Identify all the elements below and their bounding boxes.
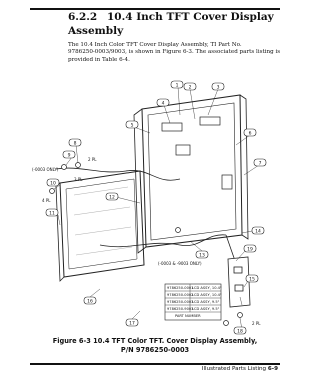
callout-num-1: 1 [175,83,179,89]
callout-num-19: 19 [247,247,253,253]
page-footer [202,366,278,372]
label-left-cable: (-0003 ONLY) [32,167,59,172]
label-spec-c: 4 PL [42,198,51,203]
intro-line-3: provided in Table 6-4. [68,56,130,63]
callout-num-15: 15 [249,277,255,283]
callout-num-7: 7 [258,161,262,167]
callout-num-2: 2 [188,85,192,91]
section-title-line2: Assembly [68,25,124,37]
callout-num-3: 3 [216,85,220,91]
callout-num-14: 14 [255,229,261,235]
exploded-view-figure [30,75,280,335]
parts-row-2-desc: LCD ASSY, 10.4" [192,293,222,297]
callout-num-18: 18 [237,329,243,335]
label-spec-b: 3 PL [74,177,83,182]
caption-line-1: Figure 6-3 10.4 TFT Color TFT. Cover Display Assembly, [52,337,258,345]
section-title-line1: 10.4 Inch TFT Cover Display [107,11,274,23]
page-number: 6-9 [267,366,278,372]
callout-num-17: 17 [129,321,135,327]
bottom-rule [30,363,280,365]
panel-shading [74,187,132,255]
intro-line-2: 9786250-0003/9003, is shown in Figure 6-3. The associated parts listing is [68,49,281,56]
parts-row-3-desc: LCD ASSY, 9.5" [192,300,220,304]
intro-line-1: The 10.4 Inch Color TFT Cover Display Assembly, TI Part No. [68,42,242,48]
exploded-view-drawing [30,75,280,335]
callout-num-6: 6 [248,131,252,137]
cover-brackets [162,117,232,189]
callout-num-8: 8 [73,141,77,147]
callout-num-11: 11 [49,211,55,217]
parts-row-3-pn: 9786250-0003 [167,300,194,304]
footer-label: Illustrated Parts Listing [201,366,267,372]
parts-table-header: PART NUMBER [175,314,201,318]
section-number: 6.2.2 [68,11,98,23]
parts-row-4-pn: 9786250-9003 [167,307,194,311]
parts-row-1-desc: LCD ASSY, 10.4" [192,286,222,290]
parts-row-2-pn: 9786250-0002 [167,293,194,297]
callout-num-9: 9 [67,153,71,159]
intro-paragraph [68,42,283,64]
lcd-panel [56,171,144,281]
rear-cover [134,95,248,253]
label-spec-a: 2 PL [88,157,97,162]
parts-table [165,284,222,320]
leader-lines [54,87,259,330]
label-bottom-cable: (-0003 & -9003 ONLY) [158,261,202,266]
callout-num-13: 13 [199,253,205,259]
callout-num-4: 4 [161,101,165,107]
callout-num-5: 5 [130,123,134,129]
parts-row-1-pn: 9786250-0001 [167,286,194,290]
callout-num-12: 12 [109,195,115,201]
callout-num-10: 10 [50,181,56,187]
label-spec-d: 2 PL [252,321,261,326]
figure-caption [30,337,280,355]
parts-row-4-desc: LCD ASSY, 9.5" [192,307,220,311]
callout-num-16: 16 [87,299,93,305]
inverter-board [228,257,250,307]
caption-line-2: P/N 9786250-0003 [120,346,190,354]
